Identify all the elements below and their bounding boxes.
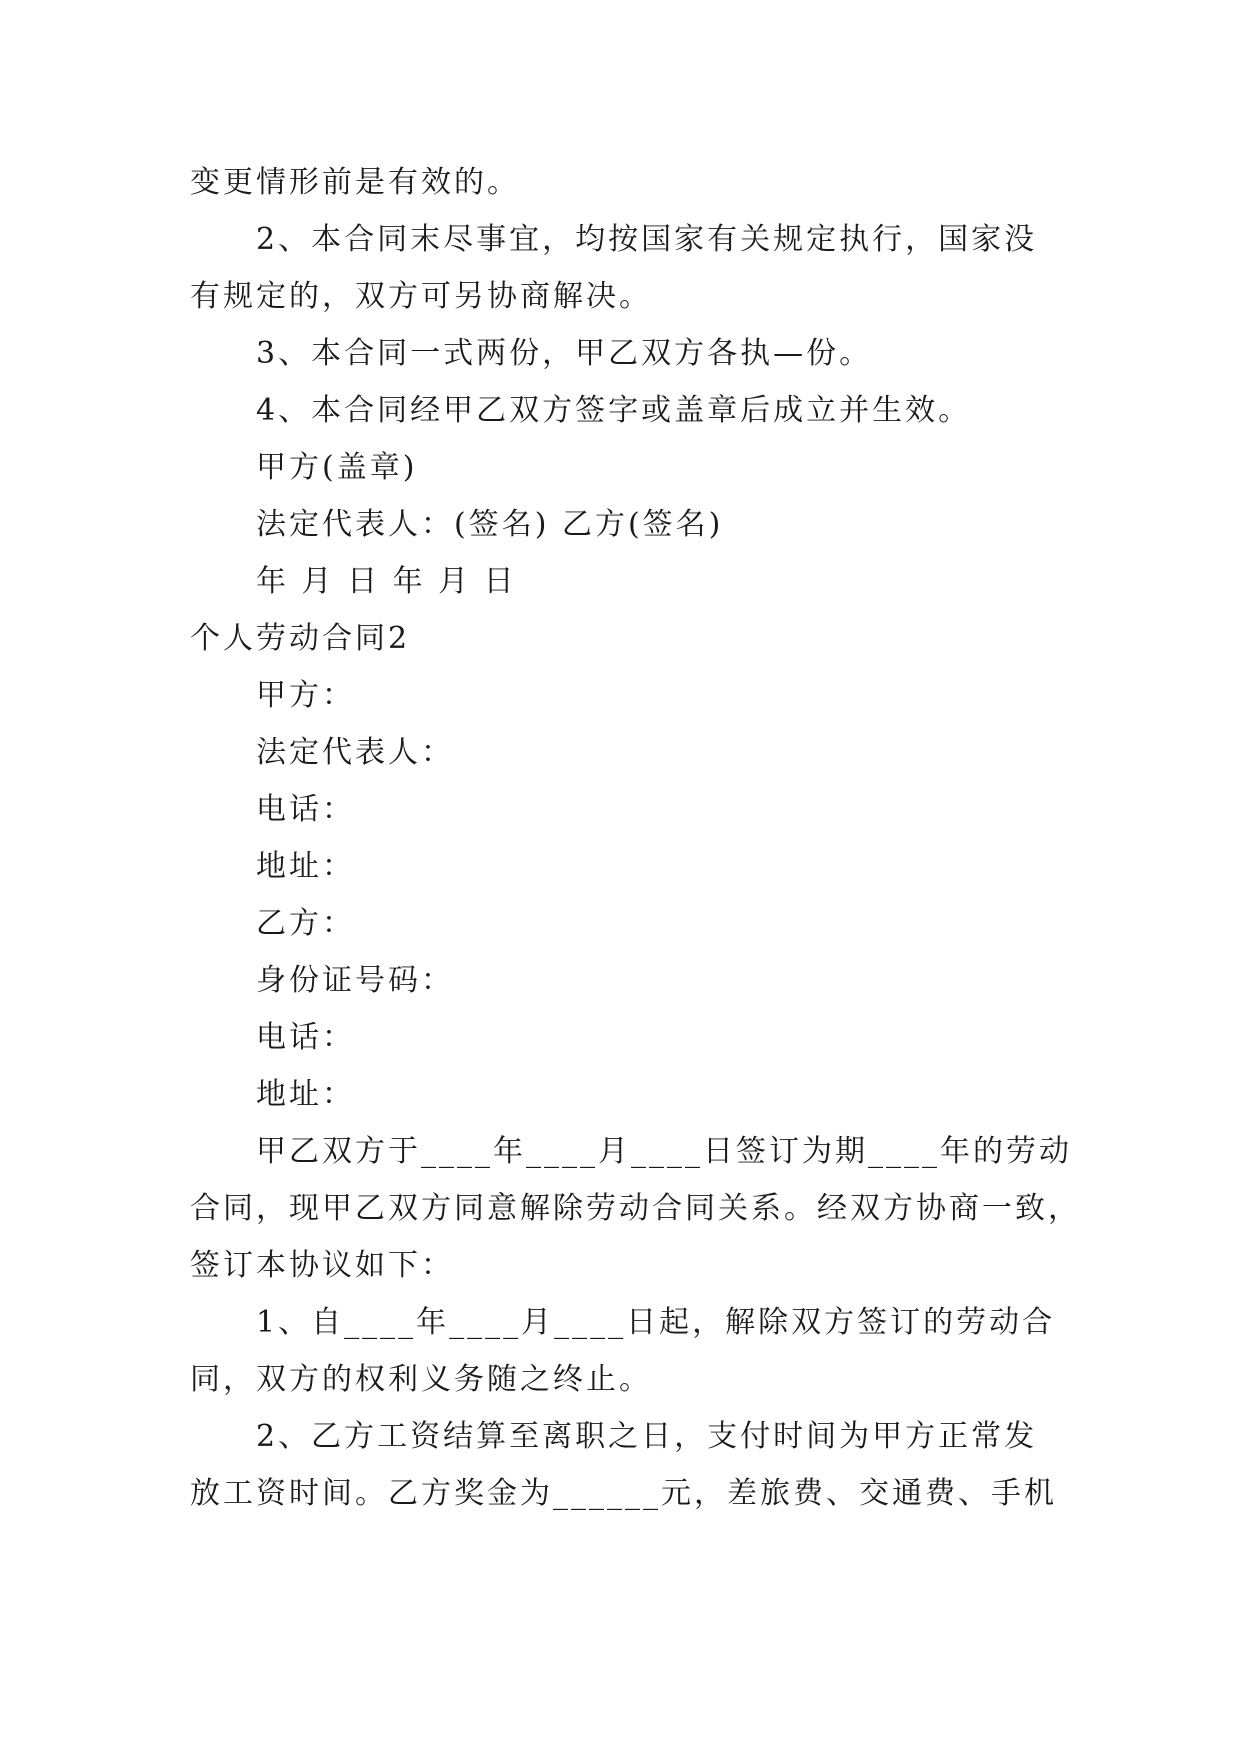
id-number-field: 身份证号码： bbox=[256, 963, 454, 998]
date-line: 年 月 日 年 月 日 bbox=[256, 564, 517, 599]
intro-line-1: 甲乙双方于____年____月____日签订为期____年的劳动 bbox=[256, 1134, 1072, 1169]
clause-3: 3、本合同一式两份，甲乙双方各执—份。 bbox=[256, 336, 873, 371]
term-2-line-1: 2、乙方工资结算至离职之日，支付时间为甲方正常发 bbox=[256, 1419, 1038, 1454]
term-1-line-2: 同，双方的权利义务随之终止。 bbox=[190, 1362, 652, 1397]
phone-field-a: 电话： bbox=[256, 792, 355, 827]
address-field-a: 地址： bbox=[256, 849, 355, 884]
address-field-b: 地址： bbox=[256, 1077, 355, 1112]
section-title: 个人劳动合同2 bbox=[190, 621, 411, 656]
phone-field-b: 电话： bbox=[256, 1020, 355, 1055]
intro-line-2: 合同，现甲乙双方同意解除劳动合同关系。经双方协商一致， bbox=[190, 1191, 1081, 1226]
party-a-field: 甲方： bbox=[256, 678, 355, 713]
intro-line-3: 签订本协议如下： bbox=[190, 1248, 454, 1283]
legal-rep-field: 法定代表人： bbox=[256, 735, 454, 770]
text-line: 变更情形前是有效的。 bbox=[190, 165, 520, 200]
term-2-line-2: 放工资时间。乙方奖金为______元，差旅费、交通费、手机 bbox=[190, 1476, 1057, 1511]
party-b-field: 乙方： bbox=[256, 906, 355, 941]
term-1-line-1: 1、自____年____月____日起，解除双方签订的劳动合 bbox=[256, 1305, 1056, 1340]
clause-4: 4、本合同经甲乙双方签字或盖章后成立并生效。 bbox=[256, 393, 972, 428]
clause-2-line-2: 有规定的，双方可另协商解决。 bbox=[190, 279, 652, 314]
party-a-seal: 甲方(盖章) bbox=[256, 450, 418, 485]
signature-line: 法定代表人：(签名) 乙方(签名) bbox=[256, 507, 724, 542]
clause-2-line-1: 2、本合同末尽事宜，均按国家有关规定执行，国家没 bbox=[256, 222, 1038, 257]
